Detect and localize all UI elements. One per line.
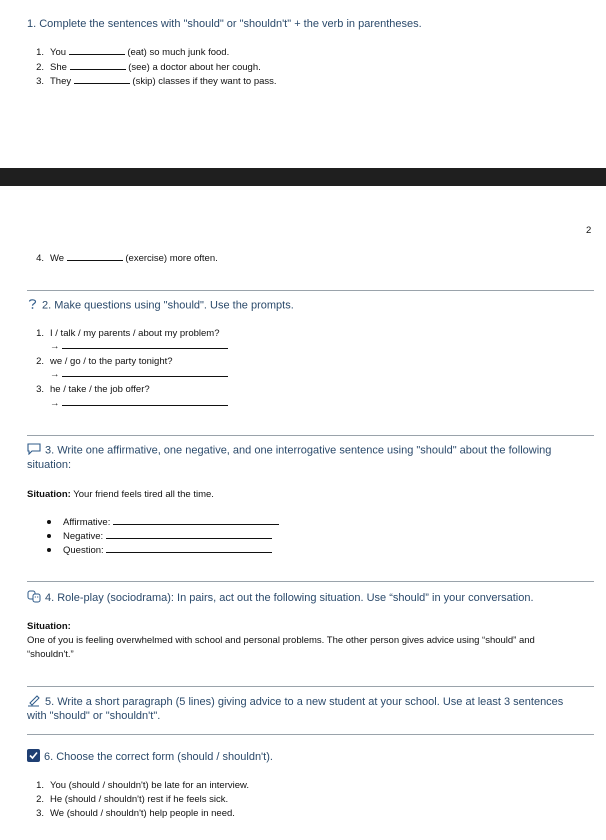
section-5-heading-cont: with "should" or "shouldn't".: [27, 710, 161, 722]
arrow-icon: →: [50, 369, 60, 380]
exercise-6-item-1: 1. You (should / shouldn't) be late for an interview.: [36, 780, 249, 791]
section-4-heading: 4. Role-play (sociodrama): In pairs, act out the following situation. Use “should” in your conversation.: [27, 590, 534, 606]
answer-blank[interactable]: [67, 260, 123, 261]
exercise-6-item-3: 3. We (should / shouldn't) help people in need.: [36, 808, 235, 819]
exercise-2-item-2: 2. we / go / to the party tonight?: [36, 356, 173, 367]
answer-blank[interactable]: [113, 524, 279, 525]
section-5-heading: 5. Write a short paragraph (5 lines) giving advice to a new student at your school. Use at least 3 sentences: [27, 694, 563, 710]
arrow-icon: →: [50, 398, 60, 409]
section-4-situation-line2: “shouldn't.”: [27, 649, 74, 660]
arrow-icon: →: [50, 341, 60, 352]
exercise-2-answer-3: [50, 398, 228, 409]
separator: [27, 734, 594, 735]
checkbox-checked-icon: [27, 749, 40, 765]
answer-blank[interactable]: [70, 69, 126, 70]
page-break-bar: [0, 168, 606, 186]
section-6-heading: 6. Choose the correct form (should / shouldn't).: [27, 749, 273, 765]
exercise-6-item-2: 2. He (should / shouldn't) rest if he feels sick.: [36, 794, 229, 805]
separator: [27, 290, 594, 291]
answer-blank[interactable]: [106, 552, 272, 553]
section-2-heading: 2. Make questions using "should". Use the prompts.: [27, 298, 294, 313]
speech-bubble-icon: [27, 443, 41, 458]
page-number: 2: [586, 225, 592, 236]
answer-blank[interactable]: [106, 538, 272, 539]
separator: [27, 435, 594, 436]
exercise-1-item-3: 3. They (skip) classes if they want to pass.: [36, 76, 277, 87]
writing-hand-icon: [27, 694, 41, 710]
exercise-1-item-1: 1. You (eat) so much junk food.: [36, 47, 230, 58]
separator: [27, 581, 594, 582]
exercise-2-answer-1: [50, 341, 228, 352]
bullet-negative: Negative:: [47, 531, 272, 542]
section-3-heading-cont: situation:: [27, 459, 72, 471]
bullet-affirmative: Affirmative:: [47, 517, 279, 528]
section-1-heading: 1. Complete the sentences with "should" or "shouldn't" + the verb in parentheses.: [27, 18, 422, 30]
exercise-1-item-2: 2. She (see) a doctor about her cough.: [36, 62, 261, 73]
exercise-2-answer-2: [50, 369, 228, 380]
answer-blank[interactable]: [62, 348, 228, 349]
exercise-2-item-1: 1. I / talk / my parents / about my problem?: [36, 328, 220, 339]
question-mark-icon: [27, 298, 38, 313]
section-4-situation-line1: One of you is feeling overwhelmed with school and personal problems. The other person gives advice using “should” and: [27, 635, 535, 646]
answer-blank[interactable]: [62, 405, 228, 406]
separator: [27, 686, 594, 687]
answer-blank[interactable]: [74, 83, 130, 84]
answer-blank[interactable]: [62, 376, 228, 377]
exercise-2-item-3: 3. he / take / the job offer?: [36, 384, 150, 395]
answer-blank[interactable]: [69, 54, 125, 55]
exercise-1-item-4: 4. We (exercise) more often.: [36, 253, 218, 264]
section-3-situation: Situation: Your friend feels tired all the time.: [27, 489, 214, 500]
section-4-situation-label: Situation:: [27, 621, 71, 632]
bullet-question: Question:: [47, 545, 272, 556]
section-3-heading: 3. Write one affirmative, one negative, and one interrogative sentence using "should" about the following: [27, 443, 551, 458]
theater-masks-icon: [27, 590, 41, 606]
